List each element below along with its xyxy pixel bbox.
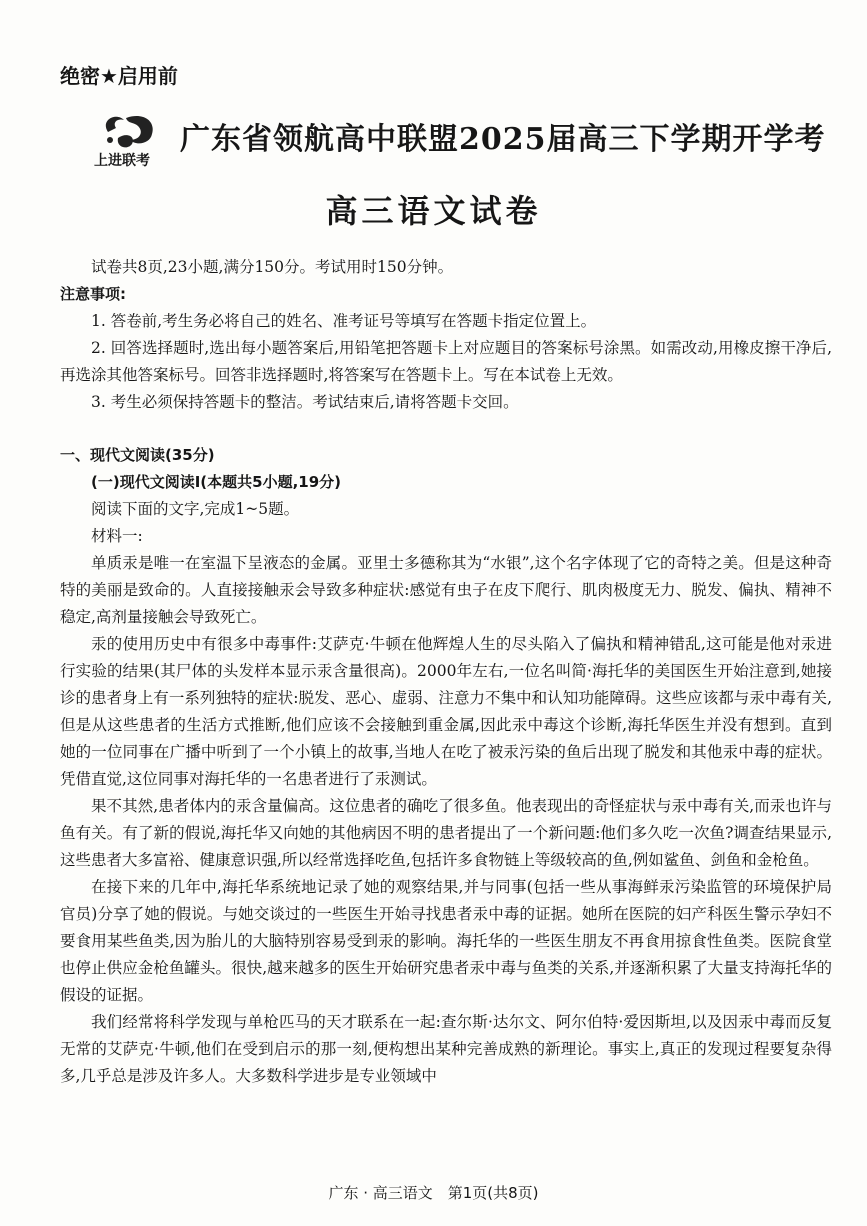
document-body (60, 254, 832, 1090)
material-label: 材料一: (91, 527, 143, 545)
section-heading: 一、现代文阅读(35分) (60, 446, 215, 464)
subsection-heading: (一)现代文阅读Ⅰ(本题共5小题,19分) (91, 473, 342, 491)
secret-mark: 绝密★启用前 (60, 64, 178, 88)
reading-instruction: 阅读下面的文字,完成1~5题。 (91, 500, 300, 518)
paragraph: 我们经常将科学发现与单枪匹马的天才联系在一起:查尔斯·达尔文、阿尔伯特·爱因斯坦,以及因汞中毒而反复无常的艾萨克·牛顿,他们在受到启示的那一刻,便构想出某种完善成熟的新理论。事实上,真正的发现过程要复杂得多,几乎总是涉及许多人。大多数科学进步是专业领域中 (60, 1013, 832, 1085)
paper-title: 高三语文试卷 (325, 192, 542, 230)
page-footer: 广东 · 高三语文 第1页(共8页) (328, 1184, 539, 1202)
logo-text: 上进联考 (94, 153, 150, 169)
notice-heading: 注意事项: (60, 285, 126, 303)
notice-item: 3. 考生必须保持答题卡的整洁。考试结束后,请将答题卡交回。 (91, 393, 519, 411)
paragraph: 在接下来的几年中,海托华系统地记录了她的观察结果,并与同事(包括一些从事海鲜汞污染监管的环境保护局官员)分享了她的假说。与她交谈过的一些医生开始寻找患者汞中毒的证据。她所在医院的妇产科医生警示孕妇不要食用某些鱼类,因为胎儿的大脑特别容易受到汞的影响。海托华的一些医生朋友不再食用掠食性鱼类。医院食堂也停止供应金枪鱼罐头。很快,越来越多的医生开始研究患者汞中毒与鱼类的关系,并逐渐积累了大量支持海托华的假设的证据。 (60, 878, 832, 1004)
notice-item: 1. 答卷前,考生务必将自己的姓名、准考证号等填写在答题卡指定位置上。 (91, 312, 597, 330)
paragraph: 果不其然,患者体内的汞含量偏高。这位患者的确吃了很多鱼。他表现出的奇怪症状与汞中毒有关,而汞也许与鱼有关。有了新的假说,海托华又向她的其他病因不明的患者提出了一个新问题:他们多久吃一次鱼?调查结果显示,这些患者大多富裕、健康意识强,所以经常选择吃鱼,包括许多食物链上等级较高的鱼,例如鲨鱼、剑鱼和金枪鱼。 (60, 797, 832, 869)
exam-title: 广东省领航高中联盟2025届高三下学期开学考 (180, 122, 826, 157)
paragraph: 单质汞是唯一在室温下呈液态的金属。亚里士多德称其为“水银”,这个名字体现了它的奇特之美。但是这种奇特的美丽是致命的。人直接接触汞会导致多种症状:感觉有虫子在皮下爬行、肌肉极度无力、脱发、偏执、精神不稳定,高剂量接触会导致死亡。 (60, 554, 832, 626)
exam-intro: 试卷共8页,23小题,满分150分。考试用时150分钟。 (91, 258, 454, 276)
notice-item: 2. 回答选择题时,选出每小题答案后,用铅笔把答题卡上对应题目的答案标号涂黑。如需改动,用橡皮擦干净后,再选涂其他答案标号。回答非选择题时,将答案写在答题卡上。写在本试卷上无效。 (60, 339, 832, 384)
paragraph: 汞的使用历史中有很多中毒事件:艾萨克·牛顿在他辉煌人生的尽头陷入了偏执和精神错乱,这可能是他对汞进行实验的结果(其尸体的头发样本显示汞含量很高)。2000年左右,一位名叫简·海托华的美国医生开始注意到,她接诊的患者身上有一系列独特的症状:脱发、恶心、虚弱、注意力不集中和认知功能障碍。这些应该都与汞中毒有关,但是从这些患者的生活方式推断,他们应该不会接触到重金属,因此汞中毒这个诊断,海托华医生并没有想到。直到她的一位同事在广播中听到了一个小镇上的故事,当地人在吃了被汞污染的鱼后出现了脱发和其他汞中毒的症状。凭借直觉,这位同事对海托华的一名患者进行了汞测试。 (60, 635, 832, 788)
